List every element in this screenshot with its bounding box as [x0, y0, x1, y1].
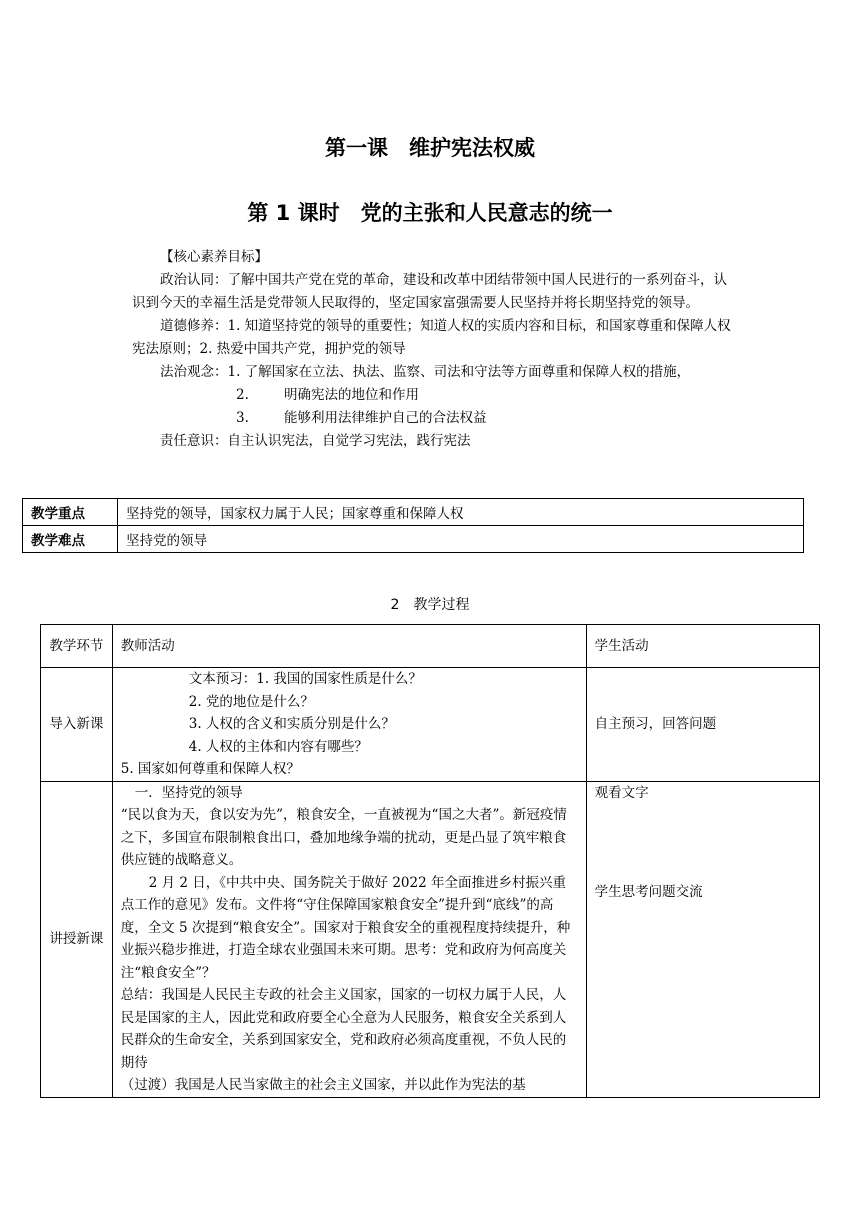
process-table	[40, 624, 820, 1098]
stage-intro: 导入新课	[41, 668, 113, 782]
table-row	[41, 668, 820, 782]
table-row	[41, 781, 820, 1097]
goal-law-item: 3. 能够利用法律维护自己的合法权益	[236, 410, 487, 426]
goal-law: 法治观念：1. 了解国家在立法、执法、监察、司法和守法等方面尊重和保障人权的措施，	[160, 364, 691, 380]
core-goals	[132, 246, 732, 453]
lesson-subtitle: 第 1 课时 党的主张和人民意志的统一	[247, 201, 613, 225]
student-intro: 自主预习，回答问题	[586, 668, 819, 782]
process-heading: 2 教学过程	[390, 597, 470, 613]
difficulty-value: 坚持党的领导	[118, 526, 804, 553]
difficulty-label: 教学难点	[23, 526, 118, 553]
teacher-intro: 文本预习：1. 我国的国家性质是什么？ 2. 党的地位是什么？ 3. 人权的含义和实质分别是什么？ 4. 人权的主体和内容有哪些？ 5. 国家如何尊重和保障人权？	[112, 668, 586, 782]
goals-heading: 【核心素养目标】	[160, 249, 268, 265]
focus-table	[22, 498, 804, 553]
goal-moral: 道德修养：1. 知道坚持党的领导的重要性；知道人权的实质内容和目标，和国家尊重和保障人权宪法原则；2. 热爱中国共产党，拥护党的领导	[132, 318, 731, 357]
header-teacher: 教师活动	[112, 625, 586, 668]
teacher-lecture: 一．坚持党的领导 “民以食为天，食以安为先”，粮食安全，一直被视为“国之大者”。新冠疫情之下，多国宣布限制粮食出口，叠加地缘争端的扰动，更是凸显了筑牢粮食供应链的战略意义。 2 月 2 日，《中共中央、国务院关于做好 2022 年全面推进乡村振兴重点工作的意见》发布。文件将“守住保障国家粮食安全”提升到“底线”的高度，全文 5 次提到“粮食安全”。国家对于粮食安全的重视程度持续提升，种业振兴稳步推进，打造全球农业强国未来可期。思考：党和政府为何高度关注“粮食安全”？ 总结：我国是人民民主专政的社会主义国家，国家的一切权力属于人民，人民是国家的主人，因此党和政府要全心全意为人民服务，粮食安全关系到人民群众的生命安全，关系到国家安全，党和政府必须高度重视，不负人民的期待 （过渡）我国是人民当家做主的社会主义国家，并以此作为宪法的基	[112, 781, 586, 1097]
focus-label: 教学重点	[23, 499, 118, 526]
table-row	[23, 499, 804, 526]
table-row	[23, 526, 804, 553]
header-stage: 教学环节	[41, 625, 113, 668]
student-lecture	[586, 781, 819, 1097]
table-header-row	[41, 625, 820, 668]
focus-value: 坚持党的领导，国家权力属于人民；国家尊重和保障人权	[118, 499, 804, 526]
goal-political: 政治认同：了解中国共产党在党的革命，建设和改革中团结带领中国人民进行的一系列奋斗，认识到今天的幸福生活是党带领人民取得的，坚定国家富强需要人民坚持并将长期坚持党的领导。	[132, 272, 727, 311]
header-student: 学生活动	[586, 625, 819, 668]
lesson-title: 第一课 维护宪法权威	[325, 136, 535, 160]
student-lecture-top: 观看文字	[594, 784, 649, 801]
goal-law-item: 2. 明确宪法的地位和作用	[236, 387, 419, 403]
student-lecture-mid: 学生思考问题交流	[594, 884, 703, 900]
goal-responsibility: 责任意识：自主认识宪法，自觉学习宪法，践行宪法	[160, 433, 471, 449]
stage-lecture: 讲授新课	[41, 781, 113, 1097]
